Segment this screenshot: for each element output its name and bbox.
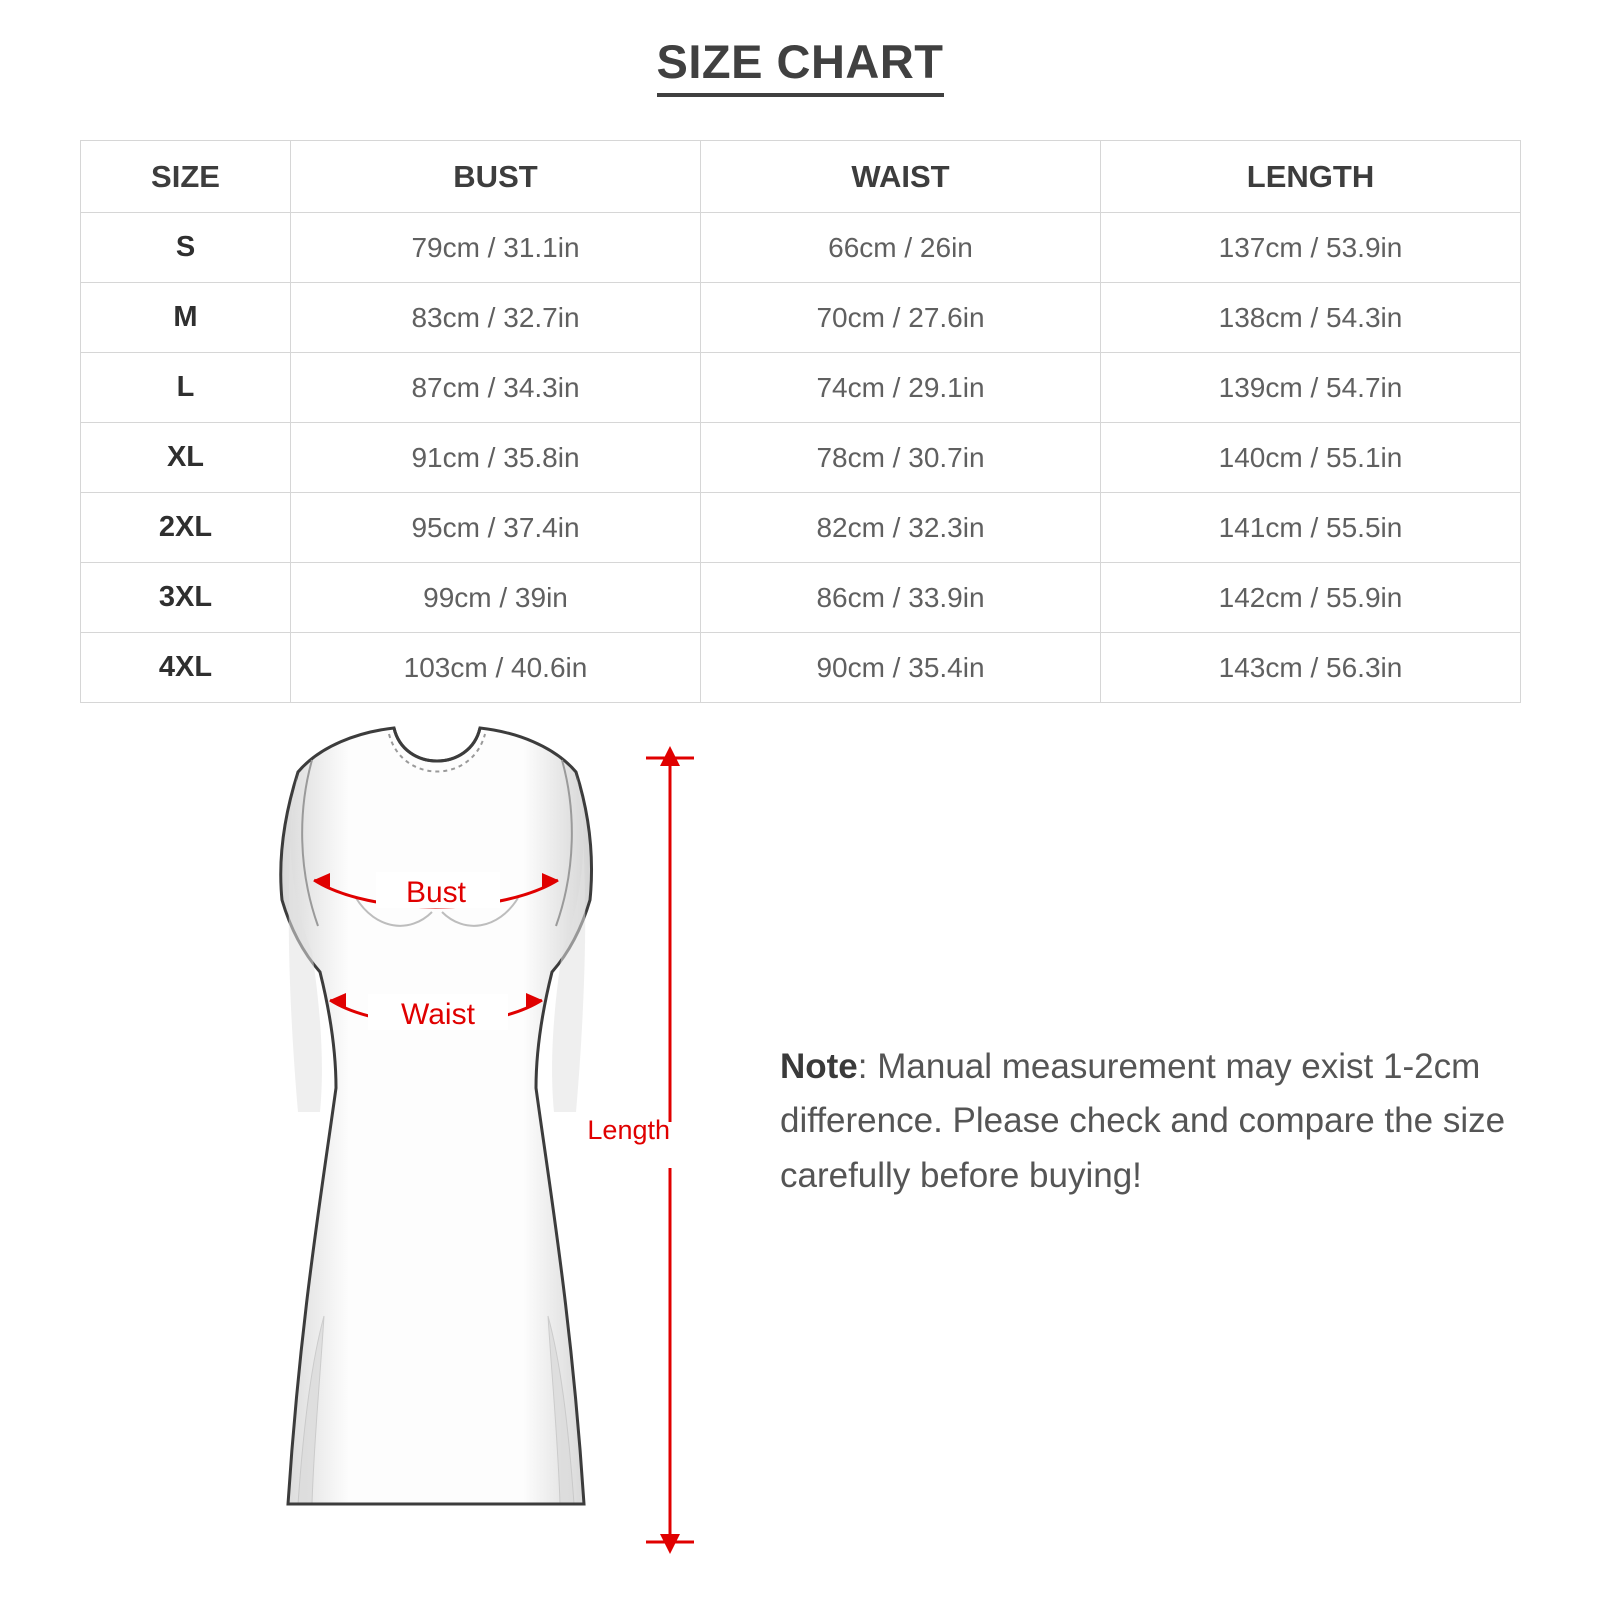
column-header-bust: BUST — [291, 141, 701, 213]
bust-label: Bust — [405, 876, 467, 909]
cell-length: 142cm / 55.9in — [1101, 563, 1521, 633]
note-text — [780, 1040, 1520, 1203]
cell-waist: 70cm / 27.6in — [701, 283, 1101, 353]
length-label: Length — [587, 1115, 670, 1145]
table-row — [81, 563, 1521, 633]
cell-length: 143cm / 56.3in — [1101, 633, 1521, 703]
cell-waist: 74cm / 29.1in — [701, 353, 1101, 423]
cell-size: 2XL — [81, 493, 291, 563]
size-table-wrap — [80, 140, 1520, 703]
page-title: SIZE CHART — [657, 34, 944, 97]
cell-waist: 86cm / 33.9in — [701, 563, 1101, 633]
cell-waist: 82cm / 32.3in — [701, 493, 1101, 563]
cell-bust: 99cm / 39in — [291, 563, 701, 633]
cell-size: S — [81, 213, 291, 283]
cell-waist: 90cm / 35.4in — [701, 633, 1101, 703]
waist-label: Waist — [401, 998, 475, 1031]
note-prefix: Note — [780, 1047, 858, 1086]
note-body: : Manual measurement may exist 1-2cm difference. Please check and compare the size carefully before buying! — [780, 1047, 1506, 1195]
cell-size: L — [81, 353, 291, 423]
cell-length: 140cm / 55.1in — [1101, 423, 1521, 493]
cell-bust: 95cm / 37.4in — [291, 493, 701, 563]
column-header-size: SIZE — [81, 141, 291, 213]
table-header-row — [81, 141, 1521, 213]
table-row — [81, 633, 1521, 703]
cell-waist: 66cm / 26in — [701, 213, 1101, 283]
cell-bust: 91cm / 35.8in — [291, 423, 701, 493]
table-row — [81, 283, 1521, 353]
cell-size: XL — [81, 423, 291, 493]
table-row — [81, 213, 1521, 283]
table-row — [81, 353, 1521, 423]
length-dimension — [540, 740, 740, 1560]
cell-bust: 87cm / 34.3in — [291, 353, 701, 423]
page-title-wrap — [0, 34, 1600, 97]
cell-length: 141cm / 55.5in — [1101, 493, 1521, 563]
cell-size: M — [81, 283, 291, 353]
table-row — [81, 423, 1521, 493]
cell-length: 137cm / 53.9in — [1101, 213, 1521, 283]
column-header-length: LENGTH — [1101, 141, 1521, 213]
column-header-waist: WAIST — [701, 141, 1101, 213]
cell-bust: 83cm / 32.7in — [291, 283, 701, 353]
cell-length: 138cm / 54.3in — [1101, 283, 1521, 353]
cell-waist: 78cm / 30.7in — [701, 423, 1101, 493]
cell-size: 4XL — [81, 633, 291, 703]
cell-size: 3XL — [81, 563, 291, 633]
cell-bust: 103cm / 40.6in — [291, 633, 701, 703]
table-row — [81, 493, 1521, 563]
cell-bust: 79cm / 31.1in — [291, 213, 701, 283]
cell-length: 139cm / 54.7in — [1101, 353, 1521, 423]
size-table — [80, 140, 1521, 703]
length-arrow-svg — [540, 740, 740, 1560]
